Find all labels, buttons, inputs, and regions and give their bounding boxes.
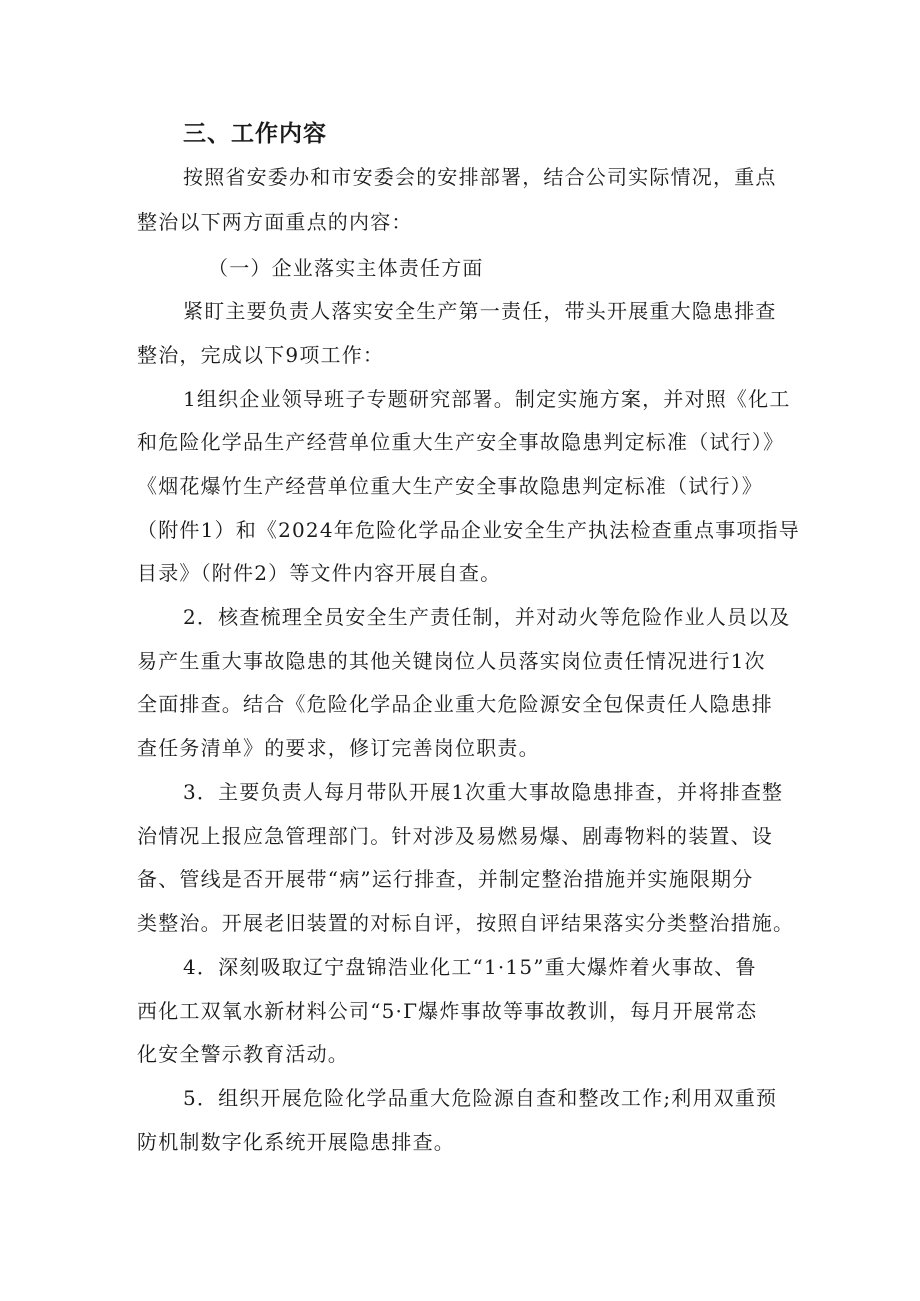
paragraph-line: 目录》（附件2）等文件内容开展自查。 (137, 561, 502, 585)
paragraph-line: 西化工双氧水新材料公司“5·Γ爆炸事故等事故教训，每月开展常态 (137, 999, 758, 1023)
paragraph-line: 化安全警示教育活动。 (137, 1042, 349, 1066)
paragraph-line: 4．深刻吸取辽宁盘锦浩业化工“1·15”重大爆炸着火事故、鲁 (183, 955, 757, 979)
paragraph-line: 和危险化学品生产经营单位重大生产安全事故隐患判定标准（试行）》 (137, 430, 785, 454)
paragraph-line: 按照省安委办和市安委会的安排部署，结合公司实际情况，重点 (183, 165, 777, 189)
paragraph-line: 紧盯主要负责人落实安全生产第一责任，带头开展重大隐患排查 (183, 299, 777, 323)
paragraph-line: 1组织企业领导班子专题研究部署。制定实施方案，并对照《化工 (183, 387, 791, 411)
paragraph-line: 易产生重大事故隐患的其他关键岗位人员落实岗位责任情况进行1次 (137, 649, 766, 673)
subsection-title: （一）企业落实主体责任方面 (208, 256, 484, 280)
paragraph-line: 防机制数字化系统开展隐患排查。 (137, 1130, 455, 1154)
paragraph-line: 2．核查梳理全员安全生产责任制，并对动火等危险作业人员以及 (183, 605, 791, 629)
paragraph-line: （附件1）和《2024年危险化学品企业安全生产执法检查重点事项指导 (137, 518, 800, 542)
paragraph-line: 备、管线是否开展带“病”运行排查，并制定整治措施并实施限期分 (137, 867, 754, 891)
paragraph-line: 治情况上报应急管理部门。针对涉及易燃易爆、剧毒物料的装置、设 (137, 824, 773, 848)
paragraph-line: 3．主要负责人每月带队开展1次重大事故隐患排查，并将排查整 (183, 780, 784, 804)
paragraph-line: 类整治。开展老旧装置的对标自评，按照自评结果落实分类整治措施。 (137, 911, 795, 935)
paragraph-line: 查任务清单》的要求，修订完善岗位职责。 (137, 736, 540, 760)
paragraph-line: 整治，完成以下9项工作： (137, 343, 385, 367)
paragraph-line: 整治以下两方面重点的内容： (137, 210, 413, 234)
paragraph-line: 《烟花爆竹生产经营单位重大生产安全事故隐患判定标准（试行）》 (137, 474, 763, 498)
paragraph-line: 5．组织开展危险化学品重大危险源自查和整改工作;利用双重预 (183, 1086, 778, 1110)
paragraph-line: 全面排查。结合《危险化学品企业重大危险源安全包保责任人隐患排 (137, 692, 773, 716)
section-title: 三、工作内容 (183, 121, 327, 147)
